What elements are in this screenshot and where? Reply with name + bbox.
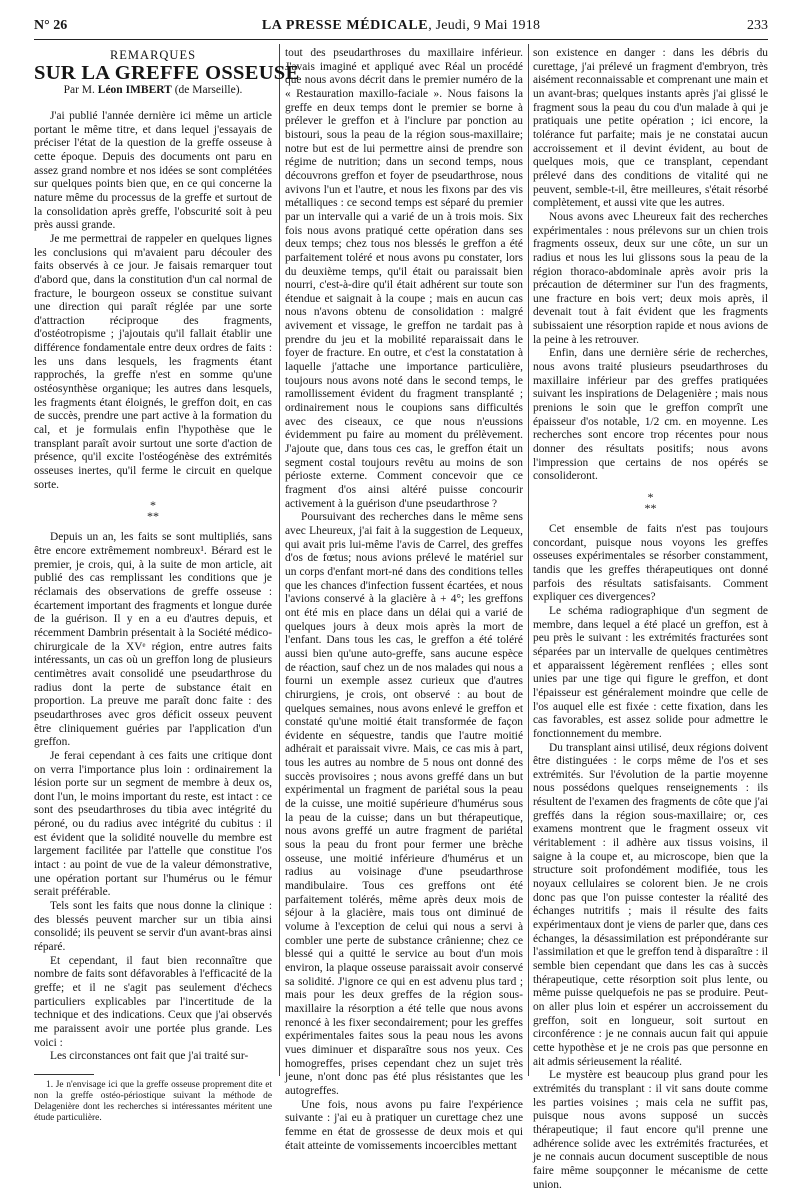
paragraph: Poursuivant des recherches dans le même sens avec Lheureux, j'ai fait à la suggestion de Lequeux, qui avait pris lui-même l'avis de Carrel, des greffes d'os de fœtus; nous avions prélevé le matériel sur un corps d'enfant mort-né dans des conditions telles que les chances d'infection fussent écartées, et nous l'avions conservé à la glacière à + 4°; les greffons ont été mis en place dans un délai qui a varié de quelques jours à deux mois après la mort de l'enfant. Dans tous les cas, le greffon a été toléré aussi bien qu'une auto-greffe, sans aucune espèce de réaction, sauf chez un de nos malades qui nous a fourni un exemple assez curieux que d'autres chirurgiens, je crois, ont observé : au bout de quelques semaines, nous avons enlevé le greffon et constaté qu'une moitié était transformée de façon évidente en séquestre, tandis que l'autre moitié adhérait et paraissait vivre. Mais, ce cas mis à part, tous les autres au nombre de 5 nous ont donné des succès provisoires ; nous avons greffé dans un but expérimental un fragment de pariétal sous la peau de la cuisse, une moitié supérieure d'humérus sous la peau de la cuisse; dans un but thérapeutique, nous avons greffé un autre fragment de pariétal sous la peau du front pour fermer une brèche osseuse, une moitié inférieure d'humérus et un radius au voisinage d'une pseudarthrose mandibulaire. Tous ces greffons ont été parfaitement tolérés, même après deux mois de séjour à la glacière, mais tous ont diminué de volume à l'exception de celui qui nous a servi à combler une perte de substance crânienne; chez ce blessé qui a quitté le service au bout d'un mois environ, la plaque osseuse paraissait avoir conservé sa solidité. J'ignore ce qui en est advenu plus tard ; mais pour les deux greffes de la région sous-maxillaire la résorption a été telle que nous avons renoncé à les fixer secondairement; pour les greffes expérimentales faites sous la peau nous les avons vues diminuer et disparaître sous nos yeux. Ces homogreffes, prises cependant chez un sujet très jeune, n'ont donc pas été plus résistantes que les autogreffes.	[285, 511, 523, 1097]
author-name: Léon IMBERT	[97, 84, 172, 97]
byline-suffix: (de Marseille).	[174, 84, 243, 97]
journal-name: LA PRESSE MÉDICALE	[261, 18, 429, 33]
column-2	[285, 47, 523, 1152]
column-3	[533, 47, 769, 1191]
footnote-rule	[34, 1074, 94, 1075]
paragraph: J'ai publié l'année dernière ici même un article portant le même titre, et dans lequel j'essayais de préciser l'état de la question de la greffe osseuse à cette époque. Depuis des documents ont paru en assez grand nombre et nos idées se sont complétées sur quelques points bien que, en ce qui concerne la nature même du processus de la greffe et surtout de la consolidation après greffe, l'obscurité soit à peu près aussi grande.	[34, 109, 272, 232]
article-heading	[34, 48, 300, 98]
running-head	[34, 18, 768, 34]
paragraph: Je me permettrai de rappeler en quelques lignes les conclusions qui m'avaient paru découler des faits observés à ce jour. Je faisais remarquer tout d'abord que, dans la constitution d'un cal normal de fracture, le bourgeon osseux se constitue suivant une direction qui paraît réglée par une sorte d'attraction réciproque des fragments, d'ostéotropisme ; j'ajoutais qu'il fallait établir une différence fondamentale entre deux ordres de faits : les uns dans lesquels, les fragments étant rapprochés, la greffe n'est en somme qu'une ostéosynthèse organique; les autres dans lesquels, les fragments étant éloignés, le greffon doit, en cas de succès, prendre une part active à la formation du cal, et je formulais enfin l'hypothèse que le transplant paraît avoir surtout une sorte d'action de présence, qu'il excite l'ostéogénèse des extrémités osseuses inertes, qu'il ferme le circuit en quelque sorte.	[34, 232, 272, 491]
page-number: 233	[747, 18, 768, 33]
paragraph: Tels sont les faits que nous donne la clinique : des blessés peuvent marcher sur un tibia ainsi consolidé; ils peuvent se servir d'un avant-bras ainsi réparé.	[34, 900, 272, 954]
paragraph: Le schéma radiographique d'un segment de membre, dans lequel a été placé un greffon, est à peu près le suivant : les extrémités fracturées sont séparées par un intervalle de quelques centimètres et apparaissent légèrement renflées ; elles sont unies par une tige qui figure le greffon, et dont l'épaisseur est généralement moindre que celle de l'os auquel elle est fixée : cette fixation, dans les cas favorables, est assez solide pour admettre le fonctionnement du membre.	[533, 604, 768, 740]
header-rule	[34, 39, 768, 40]
paragraph: Depuis un an, les faits se sont multipliés, sans être encore extrêmement nombreux¹. Bérard est le premier, je crois, qui, à la suite de mon article, ait publié des cas remplissant les conditions que je réclamais des observations de greffe osseuse : écartement important des fragments et longue durée de la guérison. Il y en a eu d'autres depuis, et récemment Dambrin présentait à la Société médico-chirurgicale de la XVᵉ région, entre autres faits intéressants, un cas où un greffon long de plusieurs centimètres avait consolidé une pseudarthrose du radius dont la perte de substance était en proportion. La preuve me paraît donc faite : des pseudarthroses avec gros déficit osseux peuvent être cliniquement guéries par l'application d'un greffon.	[34, 531, 272, 749]
section-separator: * **	[644, 490, 657, 515]
paragraph: Enfin, dans une dernière série de recherches, nous avons traité plusieurs pseudarthroses du maxillaire inférieur par des greffes pratiquées suivant les inspirations de Delagenière ; mais nous prenions le soin que le greffon comprît une épaisseur d'os notable, 1/2 cm. en moyenne. Les recherches sont encore trop récentes pour nous donner des résultats positifs; nous avons l'impression que certains de nos opérés se consolideront.	[533, 347, 768, 483]
paragraph: Nous avons avec Lheureux fait des recherches expérimentales : nous prélevons sur un chien trois fragments osseux, deux sur une côte, un sur un radius et nous les lui glissons sous la peau de la région thoraco-abdominale après avoir pris la précaution de déterminer sur l'un des fragments, une fracture en bois vert; deux mois après, il devenait tout à fait évident que les fragments subissaient une résorption rapide et nous avions de la peine à les retrouver.	[533, 210, 768, 346]
paragraph: Le mystère est beaucoup plus grand pour les extrémités du transplant : il vit sans doute comme les parties voisines ; mais cela ne suffit pas, puisque nous avons supposé un succès thérapeutique; il faut encore qu'il prenne une adhérence solide avec les extrémités fracturées, et je ne connais aucun document susceptible de nous faire même soupçonner le mécanisme de cette union.	[533, 1069, 768, 1191]
paragraph: Du transplant ainsi utilisé, deux régions doivent être distinguées : le corps même de l'os et ses extrémités. Sur l'évolution de la partie moyenne nous possédons quelques renseignements : ils résultent de l'examen des fragments de côte que j'ai greffés dans la région sous-maxillaire; or, ces examens montrent que le fragment osseux vit véritablement : il adhère aux tissus voisins, il saigne à la coupe et, au microscope, bien que la structure soit profondément modifiée, tous les noyaux cellulaires se colorent bien. Je ne crois donc pas que l'on puisse contester la réalité des échanges nutritifs ; mais il résulte des faits expérimentaux dont je viens de parler que, dans ces échanges, la désassimilation est prépondérante sur l'assimilation et que le greffon tend à disparaître : il semble bien cependant que dans les cas à succès thérapeutique, cette résorption soit plus lente, ou même puisse quelquefois ne pas se produire. Peut-on aller plus loin et espérer un accroissement du greffon, soit en longueur, soit surtout en circonférence : je ne connais aucun fait qui appuie cette hypothèse et je ne crois pas que personne en ait admis sérieusement la réalité.	[533, 741, 769, 1068]
paragraph: Et cependant, il faut bien reconnaître que nombre de faits sont défavorables à l'efficacité de la greffe; et il ne s'agit pas seulement d'échecs particuliers explicables par l'incertitude de la technique et des indications. Ceux que j'ai observés me paraissent avoir une portée plus grande. Les voici :	[34, 954, 272, 1049]
byline-prefix: Par M.	[63, 84, 95, 97]
paragraph: Cet ensemble de faits n'est pas toujours concordant, puisque nous voyons les greffes osseuses expérimentales se résorber constamment, tandis que les greffes thérapeutiques ont donné parfois des résultats satisfaisants. Comment expliquer ces divergences?	[533, 523, 768, 604]
byline	[34, 84, 272, 98]
paragraph: son existence en danger : dans les débris du curettage, j'ai prélevé un fragment d'embryon, très aisément reconnaissable et comprenant une main et un avant-bras; quelques instants après j'ai glissé le fragment sous la peau du cou d'un malade à qui je pratiquais une petite opération ; ici encore, la tolérance fut parfaite; mais je ne constatai aucun accroissement et il devint évident, au bout de quelques mois, que ce transplant, cependant prélevé dans des conditions de vitalité qui ne peuvent, semble-t-il, être meilleures, s'était résorbé complètement, et aussi vite que les autres.	[533, 47, 768, 210]
paragraph: Une fois, nous avons pu faire l'expérience suivante : j'ai eu à pratiquer un curettage chez une femme en état de grossesse de deux mois et qui était atteinte de vomissements incoercibles mettant	[285, 1098, 523, 1152]
column-divider	[279, 44, 280, 1076]
column-divider	[528, 44, 529, 1076]
article-kicker: REMARQUES	[109, 48, 197, 62]
issue-date: , Jeudi, 9 Mai 1918	[428, 18, 541, 33]
paragraph: tout des pseudarthroses du maxillaire inférieur. J'avais imaginé et appliqué avec Réal un procédé que nous avons décrit dans le premier numéro de la « Restauration maxillo-faciale ». Nous faisons la greffe en deux temps dont le premier se borne à prélever le greffon et à l'inclure par ponction au bistouri, sous la peau de la région sous-maxillaire; notre but est de lui permettre ainsi de prendre son régime de nutrition; dans un second temps, nous découvrons greffon et foyer de pseudarthrose, nous avivons l'un et l'autre, et nous les fixons par des vis métalliques : ce second temps est séparé du premier par un intervalle qui a varié de un à trois mois. Six fois nous avons pratiqué cette opération dans ses deux temps; chez tous nos blessés le greffon a été parfaitement toléré et nous avons pu constater, lors du deuxième temps, qu'il était ou paraissait bien nourri, c'est-à-dire qu'il était adhérent sur toute son étendue et saignait à la coupe ; mais en aucun cas nous n'avons obtenu de consolidation : malgré avivement et vissage, le greffon ne tardait pas à prendre du jeu et la mobilité reparaissait dans le foyer de fracture. En outre, et c'est la constatation à laquelle j'attache une importance particulière, toujours nous avons noté dans le second temps, le ramollissement évident du fragment transplanté ; ordinairement nous le coupions sans difficultés avec des ciseaux, ce que nous n'eussions évidemment pu faire au moment du prélèvement. J'ajoute que, dans tous ces cas, le greffon était un segment costal toujours revêtu au moins de son périoste externe. Comment concevoir que ce fragment d'os ainsi altéré puisse concourir activement à la guérison d'une pseudarthrose ?	[285, 47, 523, 510]
issue-number: N° 26	[34, 18, 68, 33]
column-1	[34, 47, 300, 1123]
paragraph: Je ferai cependant à ces faits une critique dont on verra l'importance plus loin : ordinairement la lésion porte sur un segment de membre à deux os, dont l'un, le moins important du reste, est intact : ce sont des pseudarthroses du tibia avec intégrité du péroné, ou du radius avec intégrité du cubitus : il est évident que la solidité nouvelle du membre est largement facilitée par l'attelle que constitue l'os intact : au point de vue de la valeur démonstrative, une opération portant sur l'humérus ou le fémur serait préférable.	[34, 749, 272, 899]
section-separator: * **	[147, 498, 159, 524]
footnote: 1. Je n'envisage ici que la greffe osseuse proprement dite et non la greffe ostéo-périostique suivant la méthode de Delagenière dont les recherches si intéressantes méritent une étude particulière.	[34, 1079, 272, 1123]
paragraph: Les circonstances ont fait que j'ai traité sur-	[50, 1050, 249, 1063]
article-title: SUR LA GREFFE OSSEUSE	[34, 61, 300, 84]
page-header	[34, 18, 768, 40]
